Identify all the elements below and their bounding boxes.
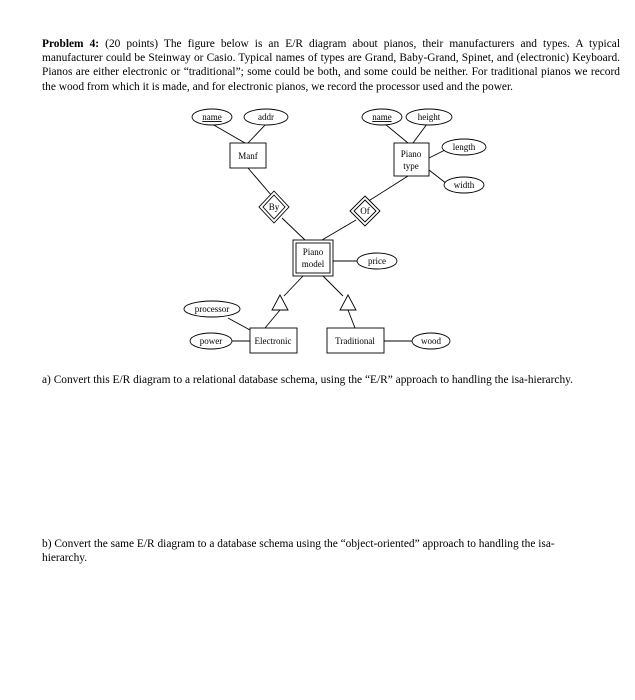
attribute-type-length: [442, 139, 486, 155]
svg-text:length: length: [452, 142, 476, 152]
entity-piano-model: [293, 240, 333, 276]
attribute-elec-power: [190, 333, 232, 349]
svg-text:price: price: [368, 256, 386, 266]
svg-text:height: height: [417, 112, 441, 122]
isa-triangle-electronic: [272, 295, 288, 310]
isa-triangle-traditional: [340, 295, 356, 310]
question-a: a) Convert this E/R diagram to a relational database schema, using the “E/R” approach to handling the isa-hierarchy.: [42, 374, 573, 386]
svg-text:model: model: [301, 259, 325, 269]
attribute-model-price: [357, 253, 397, 269]
svg-text:Piano: Piano: [302, 247, 324, 257]
svg-text:Electronic: Electronic: [254, 336, 292, 346]
entity-manf: [230, 143, 266, 168]
svg-text:Traditional: Traditional: [335, 336, 375, 346]
svg-text:processor: processor: [194, 304, 230, 314]
problem-label: Problem 4:: [42, 38, 100, 50]
svg-text:name: name: [202, 112, 222, 122]
svg-text:By: By: [268, 202, 280, 212]
entity-piano-type: [394, 143, 429, 176]
attribute-type-height: [406, 109, 452, 125]
relationship-of: [350, 196, 380, 226]
attribute-elec-processor: [184, 301, 240, 317]
relationship-by: [259, 191, 289, 223]
question-b: b) Convert the same E/R diagram to a database schema using the “object-oriented” approach to handling the isa-hierarchy.: [42, 538, 555, 565]
svg-text:addr: addr: [258, 112, 274, 122]
svg-text:name: name: [372, 112, 392, 122]
attribute-manf-name: [192, 109, 232, 125]
attribute-manf-addr: [244, 109, 288, 125]
attribute-type-name: [362, 109, 402, 125]
svg-text:Of: Of: [360, 206, 370, 216]
svg-text:width: width: [453, 180, 475, 190]
entity-electronic: [250, 328, 297, 353]
attribute-trad-wood: [412, 333, 450, 349]
entity-traditional: [327, 328, 384, 353]
problem-text: (20 points) The figure below is an E/R diagram about pianos, their manufacturers and types. A typical manufacturer could be Steinway or Casio. Typical names of types are Grand, Baby-Grand, Spinet, and (electronic) Keyboard. Pianos are either electronic or “traditional”; some could be both, and some could be neither. For traditional pianos we record the wood from which it is made, and for electronic pianos, we record the processor used and the power.: [42, 38, 620, 93]
svg-text:Manf: Manf: [238, 151, 258, 161]
attribute-type-width: [444, 177, 484, 193]
svg-text:power: power: [199, 336, 223, 346]
svg-text:Piano: Piano: [400, 149, 422, 159]
svg-text:type: type: [403, 161, 419, 171]
svg-text:wood: wood: [421, 336, 441, 346]
